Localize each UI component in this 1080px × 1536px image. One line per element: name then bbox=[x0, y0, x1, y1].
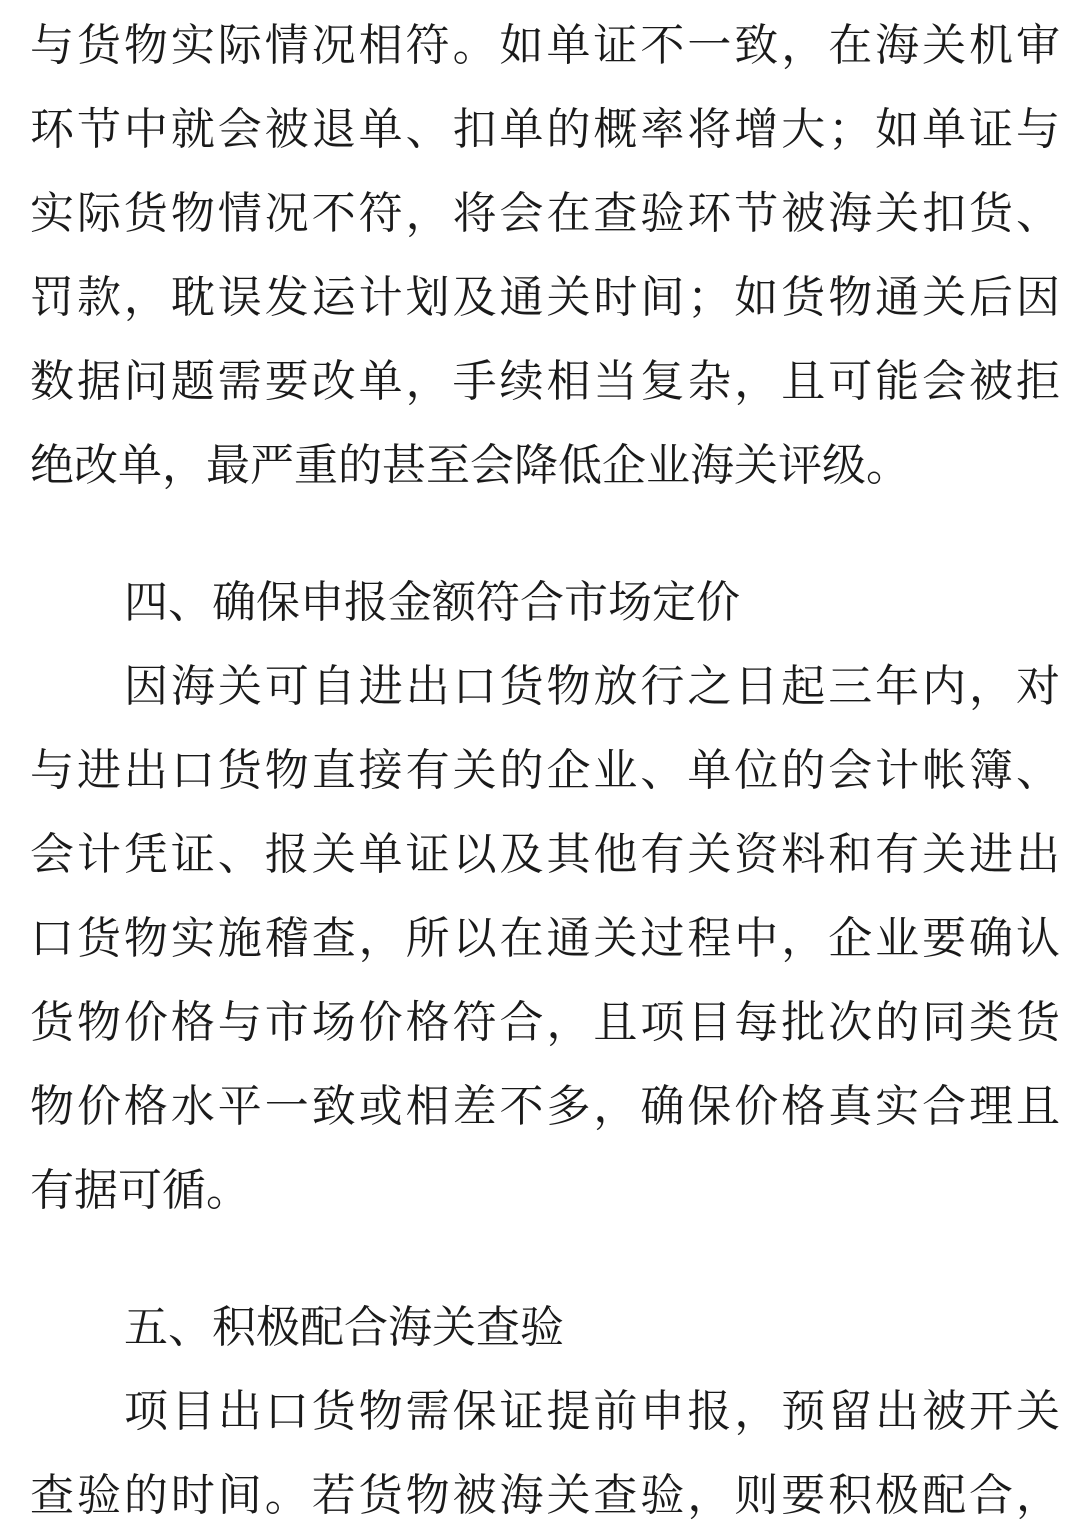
paragraph-line: 口货物实施稽查，所以在通关过程中，企业要确认 bbox=[30, 913, 1060, 964]
paragraph-line: 绝改单，最严重的甚至会降低企业海关评级。 bbox=[30, 440, 910, 491]
paragraph-line: 物价格水平一致或相差不多，确保价格真实合理且 bbox=[30, 1081, 1060, 1132]
paragraph-line: 查验的时间。若货物被海关查验，则要积极配合， bbox=[30, 1470, 1060, 1521]
paragraph-line: 数据问题需要改单，手续相当复杂，且可能会被拒 bbox=[30, 356, 1060, 407]
paragraph-line: 实际货物情况不符，将会在查验环节被海关扣货、 bbox=[30, 188, 1060, 239]
paragraph-line: 项目出口货物需保证提前申报，预留出被开关 bbox=[124, 1386, 1060, 1437]
paragraph-line: 罚款，耽误发运计划及通关时间；如货物通关后因 bbox=[30, 272, 1060, 323]
paragraph-line: 与货物实际情况相符。如单证不一致，在海关机审 bbox=[30, 20, 1060, 71]
paragraph-line: 环节中就会被退单、扣单的概率将增大；如单证与 bbox=[30, 104, 1060, 155]
paragraph-line: 有据可循。 bbox=[30, 1165, 250, 1216]
section-heading: 四、确保申报金额符合市场定价 bbox=[124, 577, 740, 628]
paragraph-line: 货物价格与市场价格符合，且项目每批次的同类货 bbox=[30, 997, 1060, 1048]
paragraph-line: 因海关可自进出口货物放行之日起三年内，对 bbox=[124, 661, 1060, 712]
paragraph-line: 会计凭证、报关单证以及其他有关资料和有关进出 bbox=[30, 829, 1060, 880]
section-heading: 五、积极配合海关查验 bbox=[124, 1302, 564, 1353]
paragraph-line: 与进出口货物直接有关的企业、单位的会计帐簿、 bbox=[30, 745, 1060, 796]
